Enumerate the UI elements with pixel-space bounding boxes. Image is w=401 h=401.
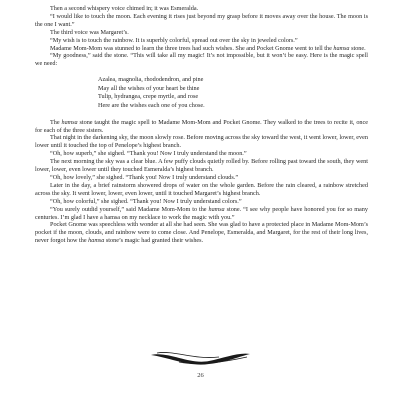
paragraph: “Oh, how colorful,” she sighed. “Thank you! Now I truly understand colors.” bbox=[50, 197, 242, 205]
paragraph: “I would like to touch the moon. Each evening it rises just beyond my grasp before it moves away over the house. The moon is the one I want.” bbox=[35, 12, 368, 28]
paragraph: Later in the day, a brief rainstorm showered drops of water on the whole garden. Before the rain cleared, a rainbow stretched across the sky. It went lower, lower, even lower, until it touched Margaret’s highest branch. bbox=[35, 181, 368, 197]
paragraph: “You surely outdid yourself,” said Madame Mom-Mom to the hamsa stone. “I see why people have honored you for so many centuries. I’m glad I have a hamsa on my necklace to work the magic with you.” bbox=[35, 205, 368, 221]
poem-line: Tulip, hydrangea, crepe myrtle, and rose bbox=[98, 93, 199, 101]
body-text-top bbox=[35, 5, 368, 68]
page-number: 26 bbox=[197, 372, 204, 379]
magic-spell-poem bbox=[98, 76, 368, 110]
paragraph: The third voice was Margaret’s. bbox=[50, 28, 129, 36]
paragraph: The next morning the sky was a clear blue. A few puffy clouds quietly rolled by. Before rolling past toward the south, they went lower, lower, even lower until they touched Esmeralda’s highest branch. bbox=[35, 158, 368, 174]
swash-divider-icon bbox=[149, 349, 252, 367]
poem-line: May all the wishes of your heart be thine bbox=[98, 84, 200, 92]
paragraph: That night in the darkening sky, the moon slowly rose. Before moving across the sky toward the west, it went lower, lower, even lower until it touched the top of Penelope’s highest branch. bbox=[35, 134, 368, 150]
paragraph: “Oh, how superb,” she sighed. “Thank you! Now I truly understand the moon.” bbox=[50, 150, 247, 158]
paragraph: Then a second whispery voice chimed in; it was Esmeralda. bbox=[50, 5, 199, 12]
paragraph: “Oh, how lovely,” she sighed. “Thank you! Now I truly understand clouds.” bbox=[50, 173, 239, 181]
poem-line: Here are the wishes each one of you chose. bbox=[98, 102, 205, 110]
paragraph: “My wish is to touch the rainbow. It is superbly colorful, spread out over the sky in jeweled colors.” bbox=[50, 36, 298, 44]
paragraph: The hamsa stone taught the magic spell to Madame Mom-Mom and Pocket Gnome. They walked to the trees to recite it, once for each of the three sisters. bbox=[35, 118, 369, 134]
paragraph: “My goodness,” said the stone. “This will take all my magic! It’s not impossible, but it won’t be easy. Here is the magic spell we need: bbox=[35, 52, 368, 68]
paragraph: Madame Mom-Mom was stunned to learn the three trees had such wishes. She and Pocket Gnome went to tell the hamsa stone. bbox=[50, 44, 366, 52]
paragraph: Pocket Gnome was speechless with wonder at all she had seen. She was glad to have a protected place in Madame Mom-Mom’s pocket if the moon, clouds, and rainbow were to come close. And Penelope, Esmeralda, and Margaret, for the rest of their long lives, never forgot how the hamsa stone’s magic had granted their wishes. bbox=[35, 221, 368, 245]
body-text-bottom bbox=[35, 119, 368, 246]
poem-line: Azalea, magnolia, rhododendron, and pine bbox=[98, 76, 204, 84]
